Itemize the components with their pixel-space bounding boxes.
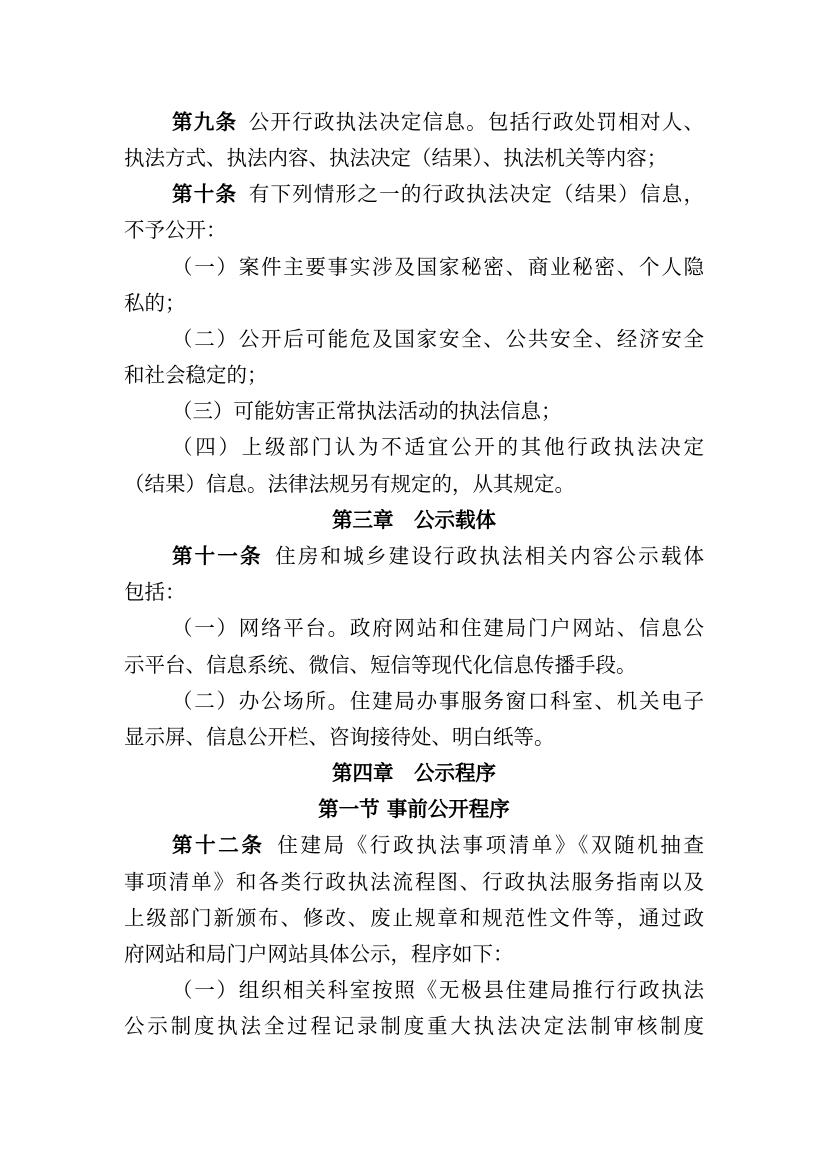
article-11-line-2: 包括： xyxy=(124,580,186,604)
article-12-line-1 xyxy=(124,827,704,863)
article-12-text-1: 住建局《行政执法事项清单》《双随机抽查 xyxy=(274,833,705,857)
article-12-line-2: 事项清单》和各类行政执法流程图、行政执法服务指南以及 xyxy=(124,870,704,894)
article-12-item-1-line-2: 公示制度执法全过程记录制度重大执法决定法制审核制度 xyxy=(124,1014,704,1038)
article-10-item-1-line-1: （一）案件主要事实涉及国家秘密、商业秘密、个人隐 xyxy=(172,255,704,279)
article-10-label: 第十条 xyxy=(172,182,238,206)
article-10-item-1-line-2: 私的； xyxy=(124,291,186,315)
article-12-item-1-line-1: （一）组织相关科室按照《无极县住建局推行行政执法 xyxy=(172,978,704,1002)
section-1-title: 第一节 事前公开程序 xyxy=(318,797,510,821)
article-10-text-1: 有下列情形之一的行政执法决定（结果）信息， xyxy=(247,182,704,206)
article-12-line-3: 上级部门新颁布、修改、废止规章和规范性文件等，通过政 xyxy=(124,906,704,930)
article-10-item-4-line-2: （结果）信息。法律法规另有规定的，从其规定。 xyxy=(124,472,575,496)
article-11-label: 第十一条 xyxy=(172,544,263,568)
article-12-line-4: 府网站和局门户网站具体公示，程序如下： xyxy=(124,942,514,966)
article-11-item-1-line-2: 示平台、信息系统、微信、短信等现代化信息传播手段。 xyxy=(124,653,637,677)
article-10-item-2-line-2: 和社会稳定的； xyxy=(124,363,268,387)
article-9-line-2: 执法方式、执法内容、执法决定（结果）、执法机关等内容； xyxy=(124,146,668,170)
article-11-item-2-line-1: （二）办公场所。住建局办事服务窗口科室、机关电子 xyxy=(172,689,704,713)
chapter-4-title: 第四章 公示程序 xyxy=(332,761,496,785)
article-9-line-1 xyxy=(124,104,704,140)
article-10-line-1 xyxy=(124,176,704,212)
article-10-item-4-line-1: （四）上级部门认为不适宜公开的其他行政执法决定 xyxy=(172,435,704,459)
article-11-item-2-line-2: 显示屏、信息公开栏、咨询接待处、明白纸等。 xyxy=(124,725,555,749)
article-12-label: 第十二条 xyxy=(172,833,265,857)
article-11-text-1: 住房和城乡建设行政执法相关内容公示载体 xyxy=(273,544,705,568)
article-10-line-2: 不予公开： xyxy=(124,218,227,242)
article-10-item-3-line-1: （三）可能妨害正常执法活动的执法信息； xyxy=(172,399,562,423)
article-9-label: 第九条 xyxy=(172,110,238,134)
article-9-text-1: 公开行政执法决定信息。包括行政处罚相对人、 xyxy=(247,110,704,134)
chapter-3-title: 第三章 公示载体 xyxy=(332,508,496,532)
article-11-item-1-line-1: （一）网络平台。政府网站和住建局门户网站、信息公 xyxy=(172,616,704,640)
article-10-item-2-line-1: （二）公开后可能危及国家安全、公共安全、经济安全 xyxy=(172,327,704,351)
article-11-line-1 xyxy=(124,538,704,574)
